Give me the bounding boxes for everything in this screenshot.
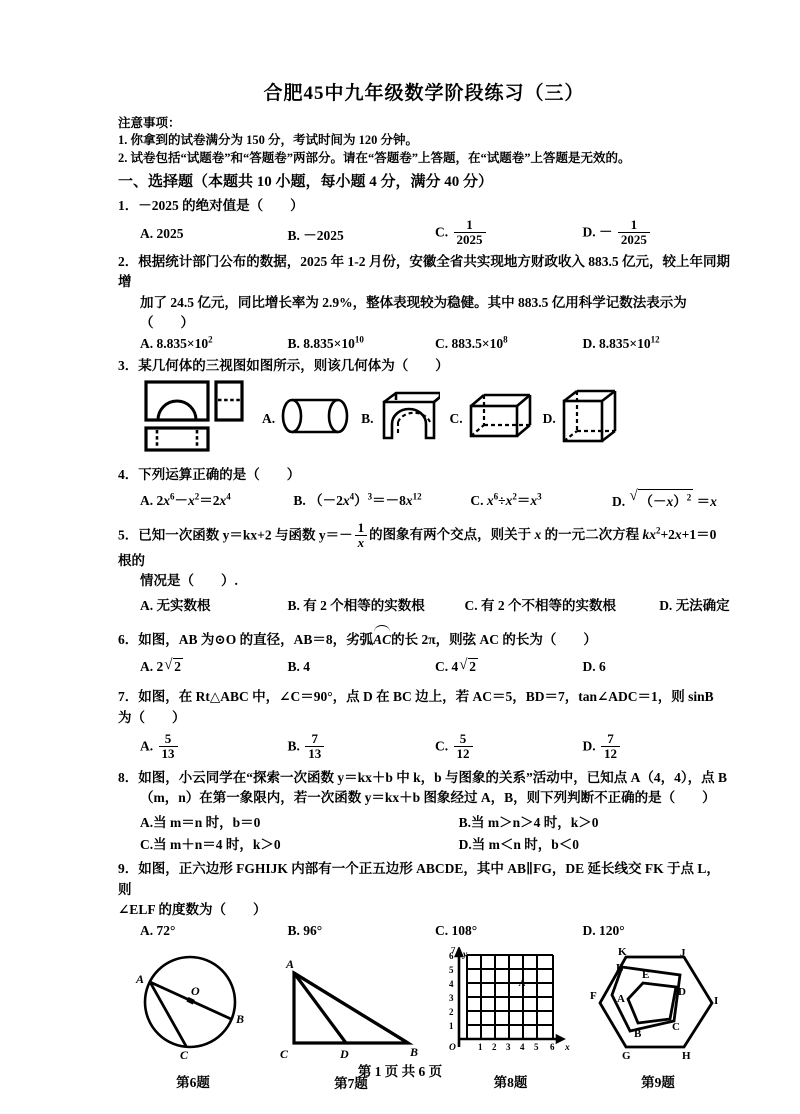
fraction-denominator: x (357, 534, 365, 550)
option-5-C-text: 有 2 个不相等的实数根 (481, 598, 616, 614)
y-tick-3: 3 (449, 993, 454, 1004)
notice-heading: 注意事项： (118, 116, 181, 130)
fraction-7-D (601, 732, 620, 761)
option-5-A-label: A. (140, 598, 154, 614)
option-4-C-label: C. (470, 493, 484, 509)
fraction-7-A (159, 732, 178, 761)
option-5-D[interactable] (659, 594, 730, 614)
option-4-B-label: B. (293, 493, 306, 509)
option-2-D[interactable]: D. $8.835\times 10^{12}$ (582, 334, 660, 352)
option-7-D-label: D. (582, 738, 596, 754)
question-7-number: 7． (118, 689, 139, 705)
notice-line-2: 2. 试卷包括“试题卷”和“答题卷”两部分。请在“答题卷”上答题，在“试题卷”上答题是无效的。 (118, 150, 631, 165)
origin-label: O (449, 1043, 456, 1054)
option-5-A-text: 无实数根 (156, 598, 211, 614)
label-B: B (236, 1012, 245, 1027)
fraction-7-B (305, 732, 324, 761)
option-9-D-label: D. (582, 923, 596, 939)
option-3-B-label[interactable]: B. (361, 410, 374, 426)
option-2-D-label: D. (582, 336, 596, 352)
fraction-numerator: 1 (355, 521, 368, 536)
fraction-denominator: 12 (456, 745, 470, 761)
option-5-B-text: 有 2 个相等的实数根 (303, 598, 425, 614)
fraction-numerator: 1 (618, 218, 650, 233)
question-2 (118, 252, 730, 333)
option-3-B-shape-arch-solid[interactable] (378, 388, 440, 449)
question-1-options (118, 219, 730, 248)
label-G: G (622, 1050, 631, 1063)
label-K: K (618, 947, 627, 959)
question-7-stem: 如图，在 Rt△ABC 中，∠C＝90°，点 D 在 BC 边上，若 AC＝5，BD＝7，tan∠ADC＝1，则 sinB 为（ ） (118, 689, 714, 725)
y-tick-7: 7 (451, 947, 456, 956)
option-5-C[interactable] (465, 594, 660, 614)
square-root-icon: √ 2 (459, 658, 478, 675)
option-2-C[interactable]: C. $883.5\times 10^8$ (435, 334, 508, 352)
option-8-B-text: 当 m＞n＞4 时，k＞0 (470, 815, 599, 831)
question-8-option-row-2 (140, 833, 730, 853)
question-5-stem-part1: 已知一次函数 y＝kx+2 与函数 y＝－ (138, 527, 353, 543)
option-1-D-label: D. (582, 224, 596, 240)
question-2-options (118, 336, 730, 352)
label-B: B (634, 1028, 642, 1041)
fraction-numerator: 5 (454, 732, 473, 747)
option-8-C-text: 当 m＋n＝4 时，k＞0 (153, 837, 281, 853)
question-1-stem: －2025 的绝对值是（ ） (138, 197, 304, 213)
fraction-numerator: 7 (305, 732, 324, 747)
fraction-denominator: 13 (161, 745, 175, 761)
option-6-B-text: 4 (303, 658, 311, 674)
option-9-C-label: C. (435, 923, 449, 939)
option-3-C-label[interactable]: C. (449, 410, 463, 426)
minus-sign: － (599, 224, 613, 240)
question-5-stem-part2: 的图象有两个交点，则关于 x 的一元二次方程 $kx^2+2x+1=0$ 根的 (118, 525, 717, 568)
option-9-A-label: A. (140, 923, 154, 939)
option-8-D-label: D. (458, 837, 472, 853)
question-4-options (118, 489, 730, 510)
figure-caption-7: 第7题 (334, 1076, 368, 1092)
square-root-icon: √ 2 (164, 658, 183, 675)
option-5-D-text: 无法确定 (675, 598, 730, 614)
x-tick-4: 4 (520, 1042, 525, 1053)
option-6-B-label: B. (287, 658, 300, 674)
question-4-number: 4． (118, 467, 139, 483)
label-B: B (410, 1045, 419, 1060)
option-5-B-label: B. (287, 598, 300, 614)
question-3-figure-row (118, 380, 730, 457)
option-4-C[interactable] (470, 489, 612, 509)
label-A: A (617, 993, 625, 1006)
question-8-stem-line1: 如图，小云同学在“探索一次函数 y＝kx＋b 中 k，b 与图象的关系”活动中，已知点 A（4，4），点 B (138, 769, 728, 785)
fraction-numerator: 7 (601, 732, 620, 747)
question-5-number: 5． (118, 527, 139, 543)
option-4-C-expr: $x^6\div x^2=x^3$ (486, 491, 542, 509)
y-tick-6: 6 (449, 951, 454, 962)
question-9-options (118, 923, 730, 939)
label-C: C (672, 1021, 680, 1034)
option-9-B[interactable] (288, 923, 436, 939)
option-4-B-expr: $(-2x^4)^3=-8x^{12}$ (309, 491, 422, 509)
option-6-A-expr: 2 √ 2 (157, 659, 184, 674)
question-9 (118, 859, 730, 920)
label-E: E (642, 969, 650, 982)
option-3-D-label[interactable]: D. (542, 410, 556, 426)
option-9-D[interactable] (583, 923, 731, 939)
option-7-A[interactable] (140, 730, 288, 762)
label-C: C (180, 1048, 189, 1063)
question-9-stem-line2: ∠ELF 的度数为（ ） (118, 901, 267, 917)
option-6-D[interactable] (583, 659, 731, 675)
question-7-options (118, 730, 730, 762)
option-5-C-label: C. (464, 598, 478, 614)
option-8-D[interactable] (459, 833, 579, 853)
fraction-1-D (618, 218, 650, 247)
question-3-stem: 某几何体的三视图如图所示，则该几何体为（ ） (138, 358, 449, 374)
option-8-B[interactable] (459, 811, 599, 831)
page-footer: 第 1 页 共 6 页 (357, 1064, 443, 1079)
y-axis-label: y (463, 950, 468, 961)
question-2-number: 2． (118, 254, 139, 270)
question-6-stem-b: 的长 2π，则弦 AC 的长为（ ） (391, 632, 597, 648)
question-2-stem-line1: 根据统计部门公布的数据，2025 年 1-2 月份，安徽全省共实现地方财政收入 883.5 亿元，较上年同期增 (118, 254, 730, 290)
label-F: F (590, 990, 597, 1003)
notice-line-1: 1. 你拿到的试卷满分为 150 分，考试时间为 120 分钟。 (118, 133, 419, 147)
label-A: A (286, 957, 295, 972)
option-7-C[interactable] (435, 730, 583, 762)
question-9-stem-line1: 如图，正六边形 FGHIJK 内部有一个正五边形 ABCDE，其中 AB∥FG，DE 延长线交 FK 于点 L，则 (118, 861, 720, 897)
x-tick-2: 2 (492, 1042, 497, 1053)
option-1-A-text: 2025 (156, 225, 184, 241)
option-3-C-shape-cuboid-wide[interactable] (467, 390, 533, 447)
option-6-A-label: A. (140, 659, 154, 675)
label-D: D (678, 986, 686, 999)
question-5-options (118, 594, 730, 614)
option-6-B[interactable] (288, 659, 436, 675)
option-6-C[interactable] (435, 658, 583, 675)
fraction-denominator: 13 (308, 745, 322, 761)
option-1-C[interactable] (435, 219, 583, 248)
fraction-numerator: 1 (454, 218, 486, 233)
option-8-C-label: C. (140, 837, 154, 853)
option-1-B[interactable] (288, 224, 436, 244)
option-6-C-label: C. (435, 659, 449, 675)
label-J: J (680, 947, 686, 960)
option-8-C[interactable] (140, 833, 459, 853)
section-heading-choice: 一、选择题（本题共 10 小题，每小题 4 分，满分 40 分） (118, 173, 494, 190)
question-1 (118, 196, 730, 216)
option-3-A-label[interactable]: A. (262, 410, 276, 426)
question-6-options (118, 658, 730, 675)
fraction-denominator: 2025 (456, 232, 483, 248)
question-6 (118, 628, 730, 650)
question-8-option-row-1 (140, 811, 730, 831)
coordinate-grid-diagram (443, 947, 578, 1062)
question-8-number: 8． (118, 769, 139, 785)
option-7-D[interactable] (582, 730, 731, 762)
option-4-D-tail: ＝x (696, 493, 717, 509)
question-7 (118, 687, 730, 728)
question-2-stem-line2: 加了 24.5 亿元，同比增长率为 2.9%，整体表现较为稳健。其中 883.5 亿用科学记数法表示为（ ） (140, 294, 687, 330)
option-4-D[interactable] (612, 489, 717, 510)
fraction-one-over-x (355, 521, 368, 550)
option-7-A-label: A. (140, 738, 154, 754)
point-label-A: A (519, 978, 526, 990)
hexagon-pentagon-diagram (588, 947, 728, 1062)
option-1-B-label: B. (287, 227, 300, 243)
y-tick-5: 5 (449, 965, 454, 976)
x-axis-label: x (565, 1043, 570, 1054)
x-tick-3: 3 (506, 1042, 511, 1053)
option-9-B-text: 96° (303, 923, 323, 939)
option-5-B[interactable] (288, 594, 465, 614)
question-6-stem-a: 如图，AB 为⊙O 的直径，AB＝8，劣弧 (138, 632, 374, 648)
question-6-number: 6． (118, 632, 139, 648)
fraction-7-C (454, 732, 473, 761)
label-A: A (136, 972, 145, 987)
option-8-B-label: B. (458, 815, 471, 831)
option-1-A[interactable] (140, 226, 288, 242)
label-L: L (616, 962, 624, 975)
question-8-options (118, 811, 730, 853)
option-9-A-text: 72° (156, 923, 176, 939)
option-8-A-label: A. (140, 815, 154, 831)
option-4-A-expr: $2x^6-x^2=2x^4$ (156, 491, 231, 509)
option-2-A[interactable]: A. $8.835\times 10^2$ (140, 334, 213, 352)
option-5-D-label: D. (659, 598, 673, 614)
option-4-B[interactable] (293, 489, 470, 509)
question-3-number: 3． (118, 358, 139, 374)
option-9-D-text: 120° (599, 923, 625, 939)
arc-AC-label: AC (373, 628, 391, 650)
option-4-D-label: D. (611, 493, 626, 509)
label-C: C (280, 1047, 289, 1062)
option-6-C-expr: 4 √ 2 (452, 659, 479, 674)
option-4-A[interactable] (140, 489, 293, 509)
option-2-A-label: A. (140, 336, 154, 352)
y-tick-4: 4 (449, 979, 454, 990)
option-1-D[interactable] (583, 219, 731, 248)
question-8-stem-line2: （m，n）在第一象限内，若一次函数 y＝kx＋b 图象经过 A，B，则下列判断不正确的是（ ） (140, 790, 716, 806)
option-7-C-label: C. (435, 738, 449, 754)
question-9-number: 9． (118, 861, 139, 877)
circle-diagram (128, 947, 258, 1062)
figure-caption-8: 第8题 (493, 1075, 528, 1091)
option-4-A-label: A. (140, 493, 154, 509)
option-8-A[interactable] (140, 811, 459, 831)
fraction-1-C (454, 218, 486, 247)
label-O: O (191, 984, 200, 999)
option-3-A-shape-cylinder[interactable] (279, 390, 351, 447)
option-6-D-text: 6 (599, 658, 606, 674)
label-H: H (682, 1050, 691, 1063)
y-tick-1: 1 (449, 1021, 454, 1032)
option-5-A[interactable] (140, 594, 288, 614)
page-title: 合肥45中九年级数学阶段练习（三） (263, 83, 585, 104)
option-8-A-text: 当 m＝n 时，b＝0 (153, 815, 261, 831)
square-root-icon: √ $(-x)^2$ (629, 489, 693, 510)
option-9-B-label: B. (287, 923, 300, 939)
option-6-A[interactable] (140, 658, 288, 675)
option-2-B[interactable]: B. $8.835\times 10^{10}$ (287, 334, 364, 352)
question-3 (118, 356, 730, 376)
question-1-number: 1． (118, 197, 139, 213)
paper-sheet (18, 8, 782, 1106)
three-view-drawing (144, 380, 252, 457)
figure-caption-6: 第6题 (176, 1075, 210, 1091)
question-4 (118, 465, 730, 485)
question-4-stem: 下列运算正确的是（ ） (138, 467, 301, 483)
option-1-A-label: A. (140, 225, 154, 241)
fraction-denominator: 12 (604, 745, 617, 761)
option-2-C-label: C. (435, 336, 449, 352)
right-triangle-diagram (276, 955, 426, 1063)
x-tick-1: 1 (478, 1042, 483, 1053)
fraction-denominator: 2025 (620, 232, 647, 248)
x-tick-5: 5 (534, 1042, 539, 1053)
option-7-B[interactable] (287, 730, 436, 762)
x-tick-6: 6 (550, 1042, 555, 1053)
question-8 (118, 768, 730, 809)
page-content (118, 78, 730, 1097)
option-2-B-label: B. (287, 336, 300, 352)
option-8-D-text: 当 m＜n 时，b＜0 (471, 837, 579, 853)
option-1-C-label: C. (435, 224, 449, 240)
question-5 (118, 519, 730, 592)
fraction-numerator: 5 (159, 732, 178, 747)
option-7-B-label: B. (287, 738, 300, 754)
option-3-D-shape-cuboid-tall[interactable] (560, 387, 620, 450)
option-9-C[interactable] (435, 923, 583, 939)
label-I: I (714, 995, 719, 1008)
option-1-B-text: －2025 (303, 227, 344, 243)
figure-caption-9: 第9题 (641, 1075, 675, 1091)
y-tick-2: 2 (449, 1007, 454, 1018)
option-6-D-label: D. (582, 658, 596, 674)
question-5-stem-line2: 情况是（ ）. (140, 572, 238, 588)
option-9-C-text: 108° (451, 923, 478, 939)
option-9-A[interactable] (140, 923, 288, 939)
label-D: D (340, 1047, 349, 1062)
